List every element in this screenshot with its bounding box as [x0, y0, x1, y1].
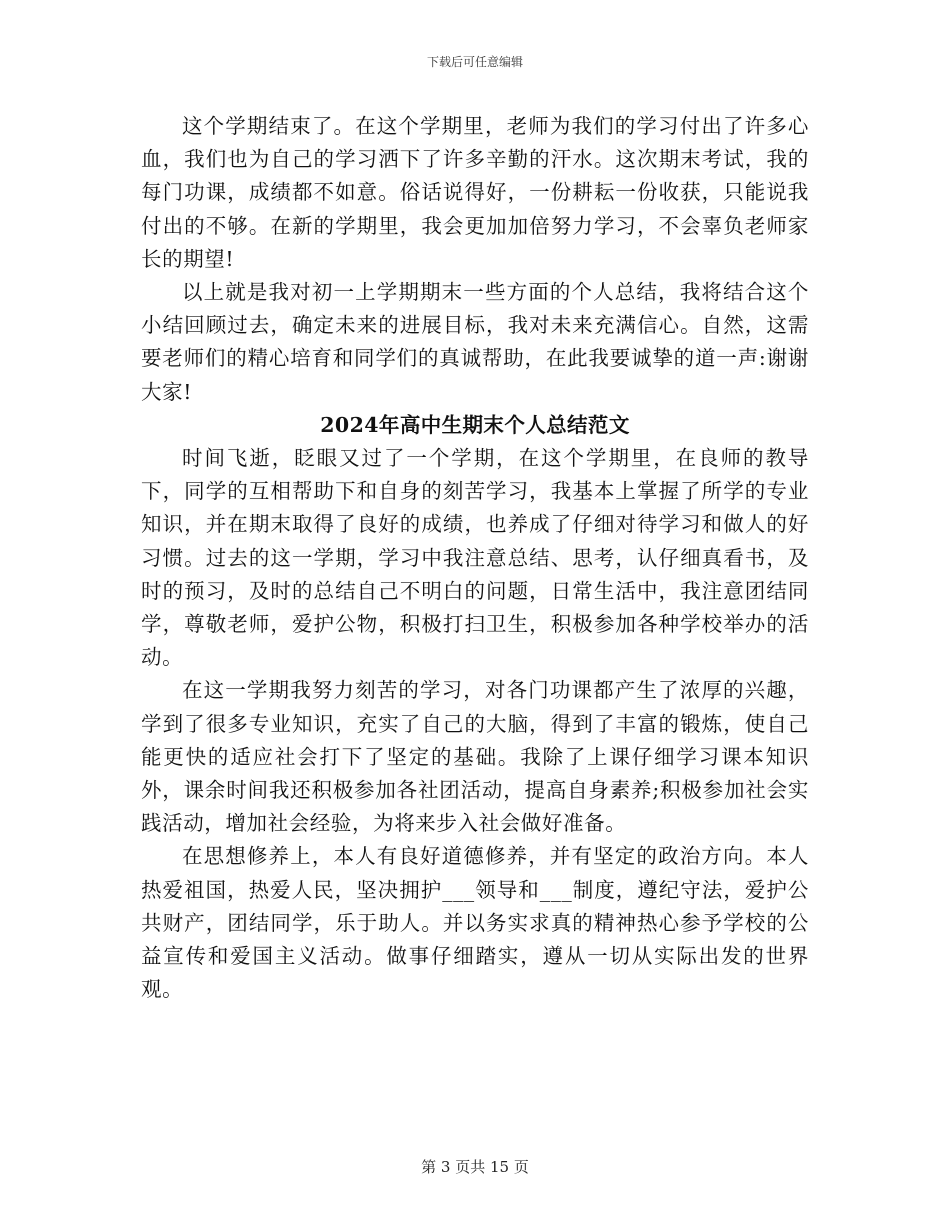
document-body	[141, 110, 809, 1006]
paragraph: 在这一学期我努力刻苦的学习，对各门功课都产生了浓厚的兴趣，学到了很多专业知识，充实了自己的大脑，得到了丰富的锻炼，使自己能更快的适应社会打下了坚定的基础。我除了上课仔细学习课本知识外，课余时间我还积极参加各社团活动，提高自身素养;积极参加社会实践活动，增加社会经验，为将来步入社会做好准备。	[141, 678, 809, 836]
section-title: 2024年高中生期末个人总结范文	[320, 412, 630, 437]
paragraph: 在思想修养上，本人有良好道德修养，并有坚定的政治方向。本人热爱祖国，热爱人民，坚决拥护___领导和___制度，遵纪守法，爱护公共财产，团结同学，乐于助人。并以务实求真的精神热心参予学校的公益宣传和爱国主义活动。做事仔细踏实，遵从一切从实际出发的世界观。	[141, 844, 809, 1002]
paragraph: 以上就是我对初一上学期期末一些方面的个人总结，我将结合这个小结回顾过去，确定未来的进展目标，我对未来充满信心。自然，这需要老师们的精心培育和同学们的真诚帮助，在此我要诚挚的道一声:谢谢大家!	[141, 280, 809, 404]
page-header: 下载后可任意编辑	[426, 55, 523, 69]
page-number: 第 3 页共 15 页	[421, 1158, 529, 1176]
paragraph: 这个学期结束了。在这个学期里，老师为我们的学习付出了许多心血，我们也为自己的学习洒下了许多辛勤的汗水。这次期末考试，我的每门功课，成绩都不如意。俗话说得好，一份耕耘一份收获，只能说我付出的不够。在新的学期里，我会更加加倍努力学习，不会辜负老师家长的期望!	[141, 114, 809, 271]
paragraph: 时间飞逝，眨眼又过了一个学期，在这个学期里，在良师的教导下，同学的互相帮助下和自身的刻苦学习，我基本上掌握了所学的专业知识，并在期末取得了良好的成绩，也养成了仔细对待学习和做人的好习惯。过去的这一学期，学习中我注意总结、思考，认仔细真看书，及时的预习，及时的总结自己不明白的问题，日常生活中，我注意团结同学，尊敬老师，爱护公物，积极打扫卫生，积极参加各种学校举办的活动。	[141, 446, 809, 670]
